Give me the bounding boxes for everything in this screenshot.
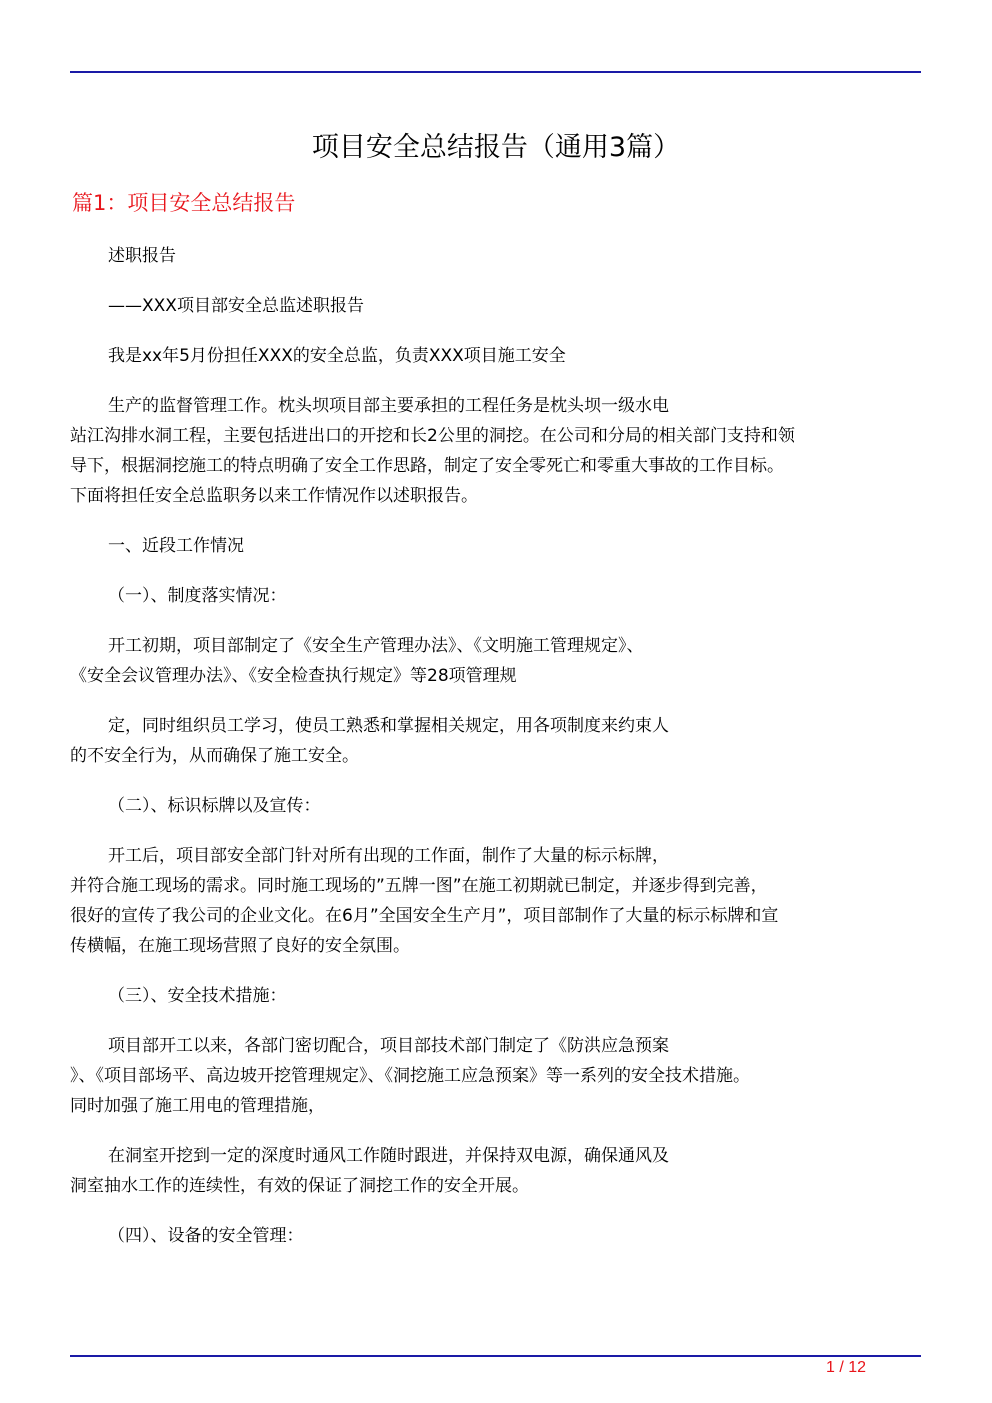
page-number: 1 / 12 [826, 1359, 867, 1376]
paragraph [70, 711, 930, 771]
text-line: 传横幅，在施工现场营照了良好的安全氛围。 [70, 936, 410, 956]
section-heading: 篇1：项目安全总结报告 [72, 191, 296, 215]
text-line: 开工初期，项目部制定了《安全生产管理办法》、《文明施工管理规定》、 [108, 636, 644, 656]
paragraph [70, 981, 930, 1011]
text-line: 我是xx年5月份担任XXX的安全总监，负责XXX项目施工安全 [108, 346, 566, 366]
text-line: 定，同时组织员工学习，使员工熟悉和掌握相关规定，用各项制度来约束人 [108, 716, 669, 736]
text-line: 下面将担任安全总监职务以来工作情况作以述职报告。 [70, 486, 478, 506]
paragraph [70, 291, 930, 321]
text-line: 在洞室开挖到一定的深度时通风工作随时跟进，并保持双电源，确保通风及 [108, 1146, 669, 1166]
text-line: 洞室抽水工作的连续性，有效的保证了洞挖工作的安全开展。 [70, 1176, 529, 1196]
paragraph [70, 241, 930, 271]
text-line: 的不安全行为，从而确保了施工安全。 [70, 746, 359, 766]
text-line: 并符合施工现场的需求。同时施工现场的”五牌一图”在施工初期就已制定，并逐步得到完善， [70, 876, 768, 896]
header-rule [70, 71, 921, 73]
text-line: （三）、安全技术措施： [108, 986, 287, 1006]
text-line: （二）、标识标牌以及宣传： [108, 796, 321, 816]
text-line: 同时加强了施工用电的管理措施， [70, 1096, 325, 1116]
text-line: ——XXX项目部安全总监述职报告 [108, 296, 364, 316]
footer-rule [70, 1355, 921, 1357]
paragraph [70, 1141, 930, 1201]
text-line: 导下，根据洞挖施工的特点明确了安全工作思路，制定了安全零死亡和零重大事故的工作目标。 [70, 456, 784, 476]
paragraph [70, 531, 930, 561]
text-line: 很好的宣传了我公司的企业文化。在6月”全国安全生产月”，项目部制作了大量的标示标牌和宣 [70, 906, 779, 926]
text-line: 》、《项目部场平、高边坡开挖管理规定》、《洞挖施工应急预案》等一系列的安全技术措施。 [70, 1066, 750, 1086]
paragraph [70, 391, 930, 511]
paragraph [70, 581, 930, 611]
text-line: 站江沟排水洞工程，主要包括进出口的开挖和长2公里的洞挖。在公司和分局的相关部门支持和领 [70, 426, 795, 446]
document-body [70, 241, 930, 1271]
paragraph [70, 631, 930, 691]
paragraph [70, 841, 930, 961]
paragraph [70, 341, 930, 371]
text-line: （一）、制度落实情况： [108, 586, 287, 606]
document-title: 项目安全总结报告（通用3篇） [311, 132, 681, 163]
paragraph [70, 1221, 930, 1251]
text-line: 项目部开工以来，各部门密切配合，项目部技术部门制定了《防洪应急预案 [108, 1036, 669, 1056]
paragraph [70, 1031, 930, 1121]
text-line: 述职报告 [108, 246, 176, 266]
text-line: 开工后，项目部安全部门针对所有出现的工作面，制作了大量的标示标牌， [108, 846, 669, 866]
paragraph [70, 791, 930, 821]
text-line: （四）、设备的安全管理： [108, 1226, 304, 1246]
text-line: 生产的监督管理工作。枕头坝项目部主要承担的工程任务是枕头坝一级水电 [108, 396, 669, 416]
text-line: 《安全会议管理办法》、《安全检查执行规定》等28项管理规 [70, 666, 517, 686]
text-line: 一、近段工作情况 [108, 536, 244, 556]
